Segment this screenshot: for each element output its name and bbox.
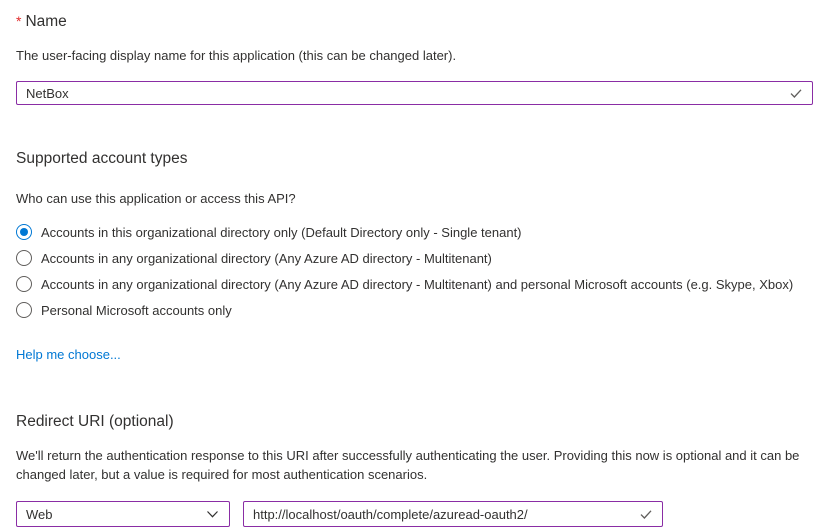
redirect-uri-input[interactable] [243, 501, 663, 527]
name-section-title [16, 12, 813, 31]
chevron-down-icon [205, 507, 220, 522]
name-section-title-text: Name [25, 13, 67, 30]
radio-option-multitenant-personal[interactable] [16, 271, 813, 297]
radio-option-label: Accounts in this organizational directory only (Default Directory only - Single tenant) [41, 224, 522, 240]
radio-unselected-icon[interactable] [16, 276, 32, 292]
account-types-section-title: Supported account types [16, 150, 188, 167]
redirect-uri-description: We'll return the authentication response to this URI after successfully authenticating the user. Providing this now is optional and it can be changed later, but a value is required for most authentication scenarios. [16, 448, 800, 482]
checkmark-icon [638, 506, 654, 522]
required-asterisk: * [16, 13, 22, 29]
account-types-radio-group [16, 219, 813, 323]
redirect-uri-section-title: Redirect URI (optional) [16, 413, 174, 430]
radio-option-label: Personal Microsoft accounts only [41, 302, 232, 318]
redirect-uri-input-value: http://localhost/oauth/complete/azuread-oauth2/ [253, 506, 528, 522]
radio-option-multitenant[interactable] [16, 245, 813, 271]
radio-option-label: Accounts in any organizational directory (Any Azure AD directory - Multitenant) and personal Microsoft accounts (e.g. Skype, Xbox) [41, 276, 794, 292]
account-types-question: Who can use this application or access this API? [16, 191, 296, 206]
platform-select-value: Web [26, 506, 53, 522]
platform-select[interactable] [16, 501, 230, 527]
name-input[interactable] [16, 81, 813, 105]
help-me-choose-link[interactable]: Help me choose... [16, 347, 121, 362]
radio-option-personal-only[interactable] [16, 297, 813, 323]
radio-selected-icon[interactable] [16, 224, 32, 240]
name-description: The user-facing display name for this application (this can be changed later). [16, 48, 457, 63]
checkmark-icon [788, 85, 804, 101]
name-input-value: NetBox [26, 85, 69, 101]
radio-option-single-tenant[interactable] [16, 219, 813, 245]
radio-unselected-icon[interactable] [16, 250, 32, 266]
radio-unselected-icon[interactable] [16, 302, 32, 318]
redirect-uri-inputs-row [16, 501, 813, 527]
radio-option-label: Accounts in any organizational directory (Any Azure AD directory - Multitenant) [41, 250, 492, 266]
